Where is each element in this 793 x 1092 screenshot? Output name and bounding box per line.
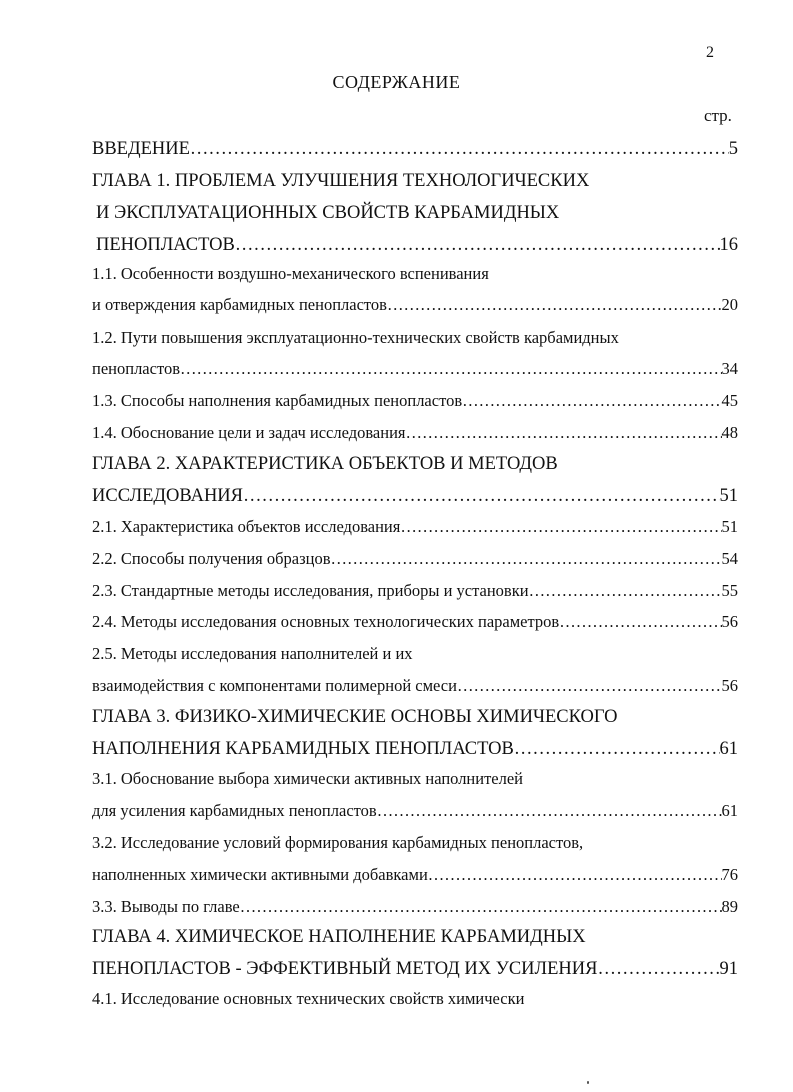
leader-dots [240, 895, 722, 919]
toc-entry-2-3 [92, 579, 738, 603]
scan-speck [587, 1081, 589, 1084]
toc-entry-text: 4.1. Исследование основных технических свойств химически [92, 989, 525, 1008]
page-column-label: стр. [704, 106, 732, 125]
toc-chapter-heading [92, 452, 738, 476]
toc-entry-page: 89 [721, 897, 738, 916]
toc-entry-introduction [92, 137, 738, 161]
toc-section [92, 987, 738, 1011]
toc-entry-text: ИССЛЕДОВАНИЯ [92, 486, 243, 506]
leader-dots [428, 863, 722, 887]
toc-entry-text: ГЛАВА 1. ПРОБЛЕМА УЛУЧШЕНИЯ ТЕХНОЛОГИЧЕСКИХ [92, 171, 590, 191]
toc-entry-chapter-1 [96, 233, 738, 257]
toc-entry-text: ПЕНОПЛАСТОВ - ЭФФЕКТИВНЫЙ МЕТОД ИХ УСИЛЕНИЯ [92, 959, 598, 979]
toc-entry-1-2 [92, 357, 738, 381]
toc-entry-1-3 [92, 389, 738, 413]
toc-section [92, 642, 738, 666]
toc-entry-text: 3.3. Выводы по главе [92, 897, 240, 916]
toc-entry-page: 61 [721, 801, 738, 820]
toc-entry-2-5 [92, 674, 738, 698]
toc-section [92, 831, 738, 855]
toc-entry-text: наполненных химически активными добавками [92, 865, 428, 884]
toc-section [92, 767, 738, 791]
toc-entry-page: 56 [721, 612, 738, 631]
toc-title: СОДЕРЖАНИЕ [332, 72, 461, 92]
toc-entry-text: 1.3. Способы наполнения карбамидных пенопластов [92, 391, 463, 410]
toc-entry-page: 51 [719, 486, 738, 506]
toc-entry-text: 2.4. Методы исследования основных технологических параметров [92, 612, 560, 631]
toc-entry-text: и отверждения карбамидных пенопластов [92, 295, 387, 314]
toc-entry-page: 54 [721, 549, 738, 568]
leader-dots [331, 547, 722, 571]
toc-entry-text: И ЭКСПЛУАТАЦИОННЫХ СВОЙСТВ КАРБАМИДНЫХ [96, 203, 560, 223]
toc-chapter-heading [92, 169, 738, 193]
toc-entry-page: 91 [719, 959, 738, 979]
toc-entry-3-1 [92, 799, 738, 823]
leader-dots [597, 957, 719, 981]
page-number: 2 [706, 44, 714, 61]
toc-entry-text: ГЛАВА 2. ХАРАКТЕРИСТИКА ОБЪЕКТОВ И МЕТОДОВ [92, 454, 558, 474]
leader-dots [190, 137, 729, 161]
toc-entry-text: ВВЕДЕНИЕ [92, 139, 190, 159]
toc-chapter-heading [92, 705, 738, 729]
toc-entry-2-4 [92, 610, 738, 634]
toc-entry-3-2 [92, 863, 738, 887]
toc-chapter-heading-cont [96, 201, 738, 225]
leader-dots [377, 799, 722, 823]
leader-dots [387, 293, 722, 317]
toc-entry-1-4 [92, 421, 738, 445]
toc-entry-2-2 [92, 547, 738, 571]
toc-entry-page: 16 [719, 235, 738, 255]
toc-entry-text: для усиления карбамидных пенопластов [92, 801, 377, 820]
toc-entry-text: 1.1. Особенности воздушно-механического вспенивания [92, 264, 489, 283]
toc-entry-text: 2.2. Способы получения образцов [92, 549, 331, 568]
toc-chapter-heading [92, 925, 738, 949]
toc-entry-2-1 [92, 515, 738, 539]
leader-dots [462, 389, 721, 413]
leader-dots [457, 674, 722, 698]
toc-entry-text: взаимодействия с компонентами полимерной смеси [92, 676, 457, 695]
toc-entry-1-1 [92, 293, 738, 317]
toc-entry-text: 2.1. Характеристика объектов исследования [92, 517, 401, 536]
toc-entry-chapter-4 [92, 957, 738, 981]
leader-dots [235, 233, 720, 257]
toc-entry-text: пенопластов [92, 359, 180, 378]
leader-dots [405, 421, 721, 445]
toc-entry-3-3 [92, 895, 738, 919]
toc-entry-text: 2.5. Методы исследования наполнителей и их [92, 644, 413, 663]
toc-entry-chapter-3 [92, 737, 738, 761]
toc-entry-page: 48 [721, 423, 738, 442]
toc-entry-page: 61 [719, 739, 738, 759]
toc-entry-text: ГЛАВА 4. ХИМИЧЕСКОЕ НАПОЛНЕНИЕ КАРБАМИДНЫХ [92, 927, 586, 947]
toc-entry-page: 56 [721, 676, 738, 695]
toc-entry-text: ПЕНОПЛАСТОВ [96, 235, 235, 255]
toc-entry-text: 3.1. Обоснование выбора химически активных наполнителей [92, 769, 524, 788]
leader-dots [559, 610, 721, 634]
leader-dots [180, 357, 722, 381]
toc-entry-text: 1.2. Пути повышения эксплуатационно-технических свойств карбамидных [92, 328, 619, 347]
toc-entry-text: 3.2. Исследование условий формирования карбамидных пенопластов, [92, 833, 584, 852]
toc-section [92, 326, 738, 350]
toc-entry-text: НАПОЛНЕНИЯ КАРБАМИДНЫХ ПЕНОПЛАСТОВ [92, 739, 514, 759]
toc-entry-text: 1.4. Обоснование цели и задач исследования [92, 423, 406, 442]
toc-entry-page: 76 [721, 865, 738, 884]
toc-entry-page: 55 [721, 581, 738, 600]
toc-entry-page: 5 [728, 139, 738, 159]
toc-entry-text: 2.3. Стандартные методы исследования, приборы и установки [92, 581, 529, 600]
toc-entry-text: ГЛАВА 3. ФИЗИКО-ХИМИЧЕСКИЕ ОСНОВЫ ХИМИЧЕСКОГО [92, 707, 618, 727]
toc-entry-page: 20 [721, 295, 738, 314]
toc-entry-chapter-2 [92, 484, 738, 508]
leader-dots [529, 579, 722, 603]
toc-entry-page: 45 [721, 391, 738, 410]
toc-entry-page: 51 [721, 517, 738, 536]
leader-dots [400, 515, 721, 539]
toc-section [92, 262, 738, 286]
toc-entry-page: 34 [721, 359, 738, 378]
leader-dots [514, 737, 720, 761]
leader-dots [243, 484, 720, 508]
